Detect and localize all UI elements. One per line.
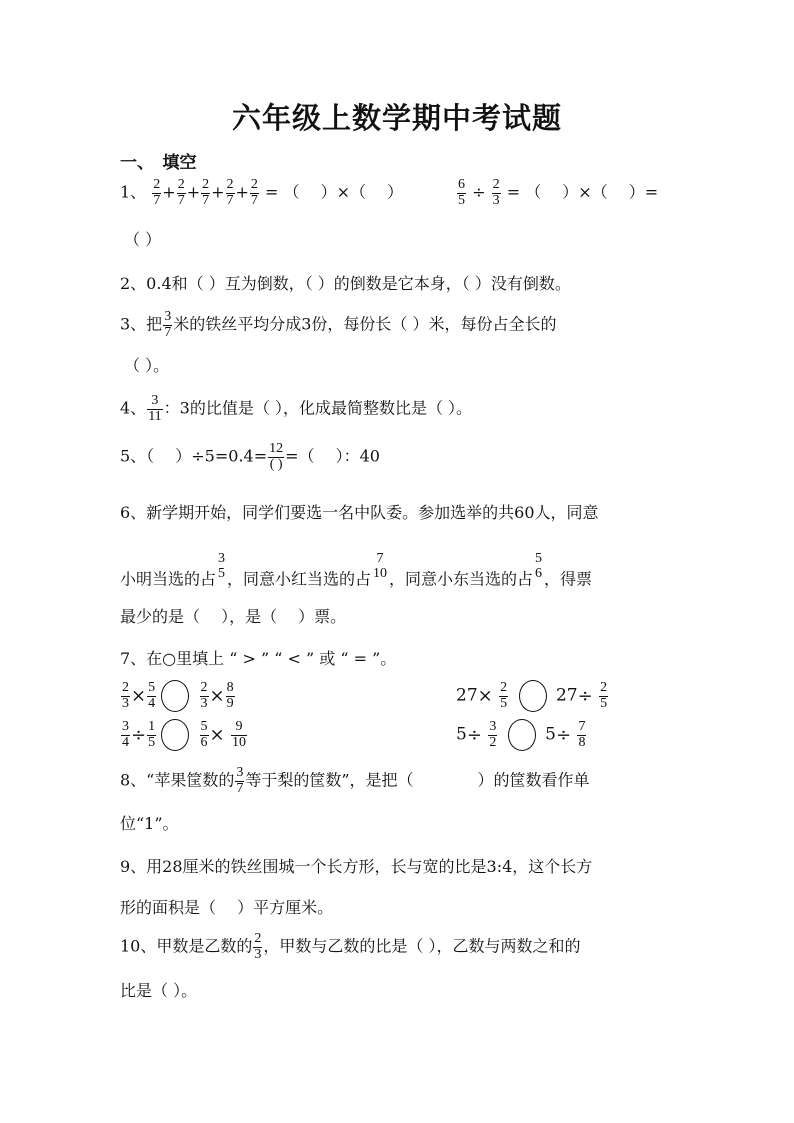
- numerator: 5: [535, 551, 543, 566]
- denominator: 5: [458, 192, 465, 208]
- compare-row-1-right: [456, 680, 609, 712]
- inline-text: ×: [131, 685, 147, 707]
- denominator: 9: [226, 695, 234, 711]
- inline-text: ÷: [472, 182, 486, 202]
- fraction: [163, 310, 172, 340]
- inline-text: +: [162, 182, 176, 202]
- denominator: 4: [148, 695, 156, 711]
- inline-text: +: [186, 182, 201, 202]
- fraction: [268, 442, 284, 472]
- numerator: 7: [578, 718, 586, 734]
- fraction: [200, 681, 209, 711]
- denominator: 6: [535, 565, 543, 581]
- fraction: [499, 681, 508, 711]
- denominator: ( ): [269, 456, 283, 472]
- numerator: 5: [148, 679, 156, 695]
- inline-text: ×: [477, 685, 493, 707]
- numerator: 2: [226, 177, 234, 192]
- fraction: [534, 552, 543, 581]
- numerator: 2: [122, 679, 129, 695]
- fraction: [121, 681, 130, 711]
- denominator: 3: [122, 695, 129, 711]
- inline-text: ，得票: [544, 569, 593, 589]
- compare-circle[interactable]: [508, 719, 536, 751]
- question-2: 2、0.4和（ ）互为倒数，（ ）的倒数是它本身，（ ）没有倒数。: [120, 274, 571, 293]
- numerator: 2: [200, 679, 208, 695]
- fraction: [226, 178, 235, 208]
- numerator: 7: [376, 551, 384, 566]
- compare-row-1-left: [120, 680, 236, 712]
- q3-tail: （ ）。: [124, 356, 170, 375]
- fraction: [492, 178, 501, 208]
- denominator: 7: [226, 192, 234, 208]
- fraction: [147, 394, 162, 424]
- numerator: 2: [250, 177, 258, 192]
- q1-tail: （ ）: [124, 230, 162, 249]
- numerator: 2: [202, 177, 210, 192]
- fraction: [235, 766, 244, 796]
- question-4: [120, 394, 472, 424]
- inline-text: 等于梨的筐数”，是把（ ）的筐数看作单: [245, 770, 590, 790]
- denominator: 8: [578, 734, 586, 750]
- inline-text: ×: [209, 724, 225, 746]
- fraction: [599, 681, 608, 711]
- inline-text: 10、甲数是乙数的: [120, 936, 253, 956]
- compare-row-2-right: [456, 719, 587, 751]
- fraction: [488, 720, 497, 750]
- denominator: 10: [373, 565, 388, 581]
- numerator: 6: [458, 177, 465, 192]
- inline-text: ÷: [555, 724, 572, 746]
- inline-text: 3、把: [120, 314, 163, 334]
- denominator: 7: [177, 192, 185, 208]
- fraction: [217, 552, 226, 581]
- inline-text: ，甲数与乙数的比是（ ），乙数与两数之和的: [263, 936, 581, 956]
- compare-row-2-left: [120, 719, 248, 751]
- numerator: 3: [236, 765, 244, 780]
- denominator: 7: [250, 192, 258, 208]
- question-8: [120, 766, 590, 796]
- denominator: 6: [200, 734, 208, 750]
- numerator: 3: [218, 551, 226, 566]
- numerator: 12: [269, 441, 284, 456]
- compare-circle[interactable]: [161, 719, 189, 751]
- inline-text: 5: [545, 724, 556, 745]
- inline-text: 米的铁丝平均分成3份，每份长（ ）米，每份占全长的: [173, 314, 557, 334]
- fraction: [226, 681, 235, 711]
- compare-circle[interactable]: [161, 680, 189, 712]
- inline-text: 小明当选的占: [120, 569, 217, 589]
- inline-text: 27: [555, 685, 578, 706]
- fraction: [200, 720, 209, 750]
- inline-text: ，同意小红当选的占: [227, 569, 372, 589]
- question-6-line2: [120, 552, 592, 591]
- denominator: 7: [236, 780, 244, 796]
- denominator: 5: [500, 695, 508, 711]
- numerator: 3: [489, 718, 497, 734]
- q8-tail: 位“1”。: [120, 814, 179, 833]
- answer-blank: （ ）×（ ）: [283, 182, 404, 202]
- fraction: [577, 720, 586, 750]
- fraction: [177, 178, 186, 208]
- denominator: 7: [202, 192, 210, 208]
- numerator: 2: [492, 177, 500, 192]
- section-heading: 一、 填空: [120, 153, 197, 173]
- denominator: 10: [232, 734, 246, 750]
- inline-text: ÷: [131, 724, 147, 746]
- inline-text: ：3的比值是（ ），化成最简整数比是（ ）。: [163, 398, 473, 418]
- inline-text: 4、: [120, 398, 147, 418]
- numerator: 8: [226, 679, 234, 695]
- numerator: 2: [500, 679, 508, 695]
- question-10: [120, 932, 580, 962]
- question-5: [120, 442, 380, 472]
- inline-text: ÷: [466, 724, 482, 746]
- question-7: 7、在○里填上 “ > ” “ < ” 或 “ = ”。: [120, 649, 397, 668]
- fraction: [372, 552, 388, 581]
- numerator: 2: [254, 931, 262, 946]
- question-3: [120, 310, 556, 340]
- inline-text: ÷: [577, 685, 593, 707]
- denominator: 2: [489, 734, 497, 750]
- fraction: [201, 178, 210, 208]
- denominator: 7: [153, 192, 161, 208]
- numerator: 3: [164, 309, 172, 324]
- denominator: 7: [164, 324, 172, 340]
- question-1: [120, 178, 403, 208]
- inline-text: 8、“苹果筐数的: [120, 770, 235, 790]
- fraction: [457, 178, 466, 208]
- denominator: 11: [148, 408, 162, 424]
- denominator: 5: [148, 734, 156, 750]
- inline-text: ×: [209, 685, 225, 707]
- inline-text: 5、（ ）÷5=0.4=: [120, 446, 268, 466]
- question-6-line1: 6、新学期开始，同学们要选一名中队委。参加选举的共60人，同意: [120, 503, 599, 522]
- compare-circle[interactable]: [519, 680, 547, 712]
- page-title: 六年级上数学期中考试题: [231, 101, 562, 135]
- inline-text: 27: [456, 685, 478, 706]
- numerator: 2: [177, 177, 185, 192]
- fraction: [253, 932, 262, 962]
- q10-tail: 比是（ ）。: [120, 981, 198, 1000]
- question-9-line1: 9、用28厘米的铁丝围城一个长方形，长与宽的比是3:4，这个长方: [120, 857, 593, 876]
- fraction: [250, 178, 259, 208]
- numerator: 2: [153, 177, 161, 192]
- inline-text: =: [265, 182, 279, 202]
- inline-text: =: [506, 182, 521, 202]
- denominator: 5: [600, 695, 608, 711]
- question-1b: [456, 178, 658, 208]
- fraction: [231, 720, 247, 750]
- inline-text: +: [235, 182, 249, 202]
- numerator: 1: [148, 718, 156, 734]
- fraction: [147, 720, 156, 750]
- inline-text: 5: [456, 724, 467, 745]
- fraction: [121, 720, 130, 750]
- answer-blank: （ ）×（ ）=: [525, 182, 659, 202]
- numerator: 3: [122, 718, 129, 734]
- q1-number: 1、: [120, 182, 147, 202]
- numerator: 9: [231, 720, 247, 736]
- inline-text: =（ ）：40: [285, 446, 380, 466]
- denominator: 3: [254, 946, 262, 962]
- denominator: 4: [122, 734, 129, 750]
- inline-text: ，同意小东当选的占: [389, 569, 534, 589]
- denominator: 3: [492, 192, 500, 208]
- fraction: [152, 178, 161, 208]
- inline-text: +: [211, 182, 225, 202]
- question-6-line3: 最少的是（ ），是（ ）票。: [120, 607, 347, 626]
- numerator: 5: [200, 718, 208, 734]
- denominator: 3: [200, 695, 208, 711]
- numerator: 2: [600, 679, 608, 695]
- numerator: 3: [147, 394, 162, 410]
- denominator: 5: [218, 565, 226, 581]
- fraction: [147, 681, 156, 711]
- question-9-line2: 形的面积是（ ）平方厘米。: [120, 898, 334, 917]
